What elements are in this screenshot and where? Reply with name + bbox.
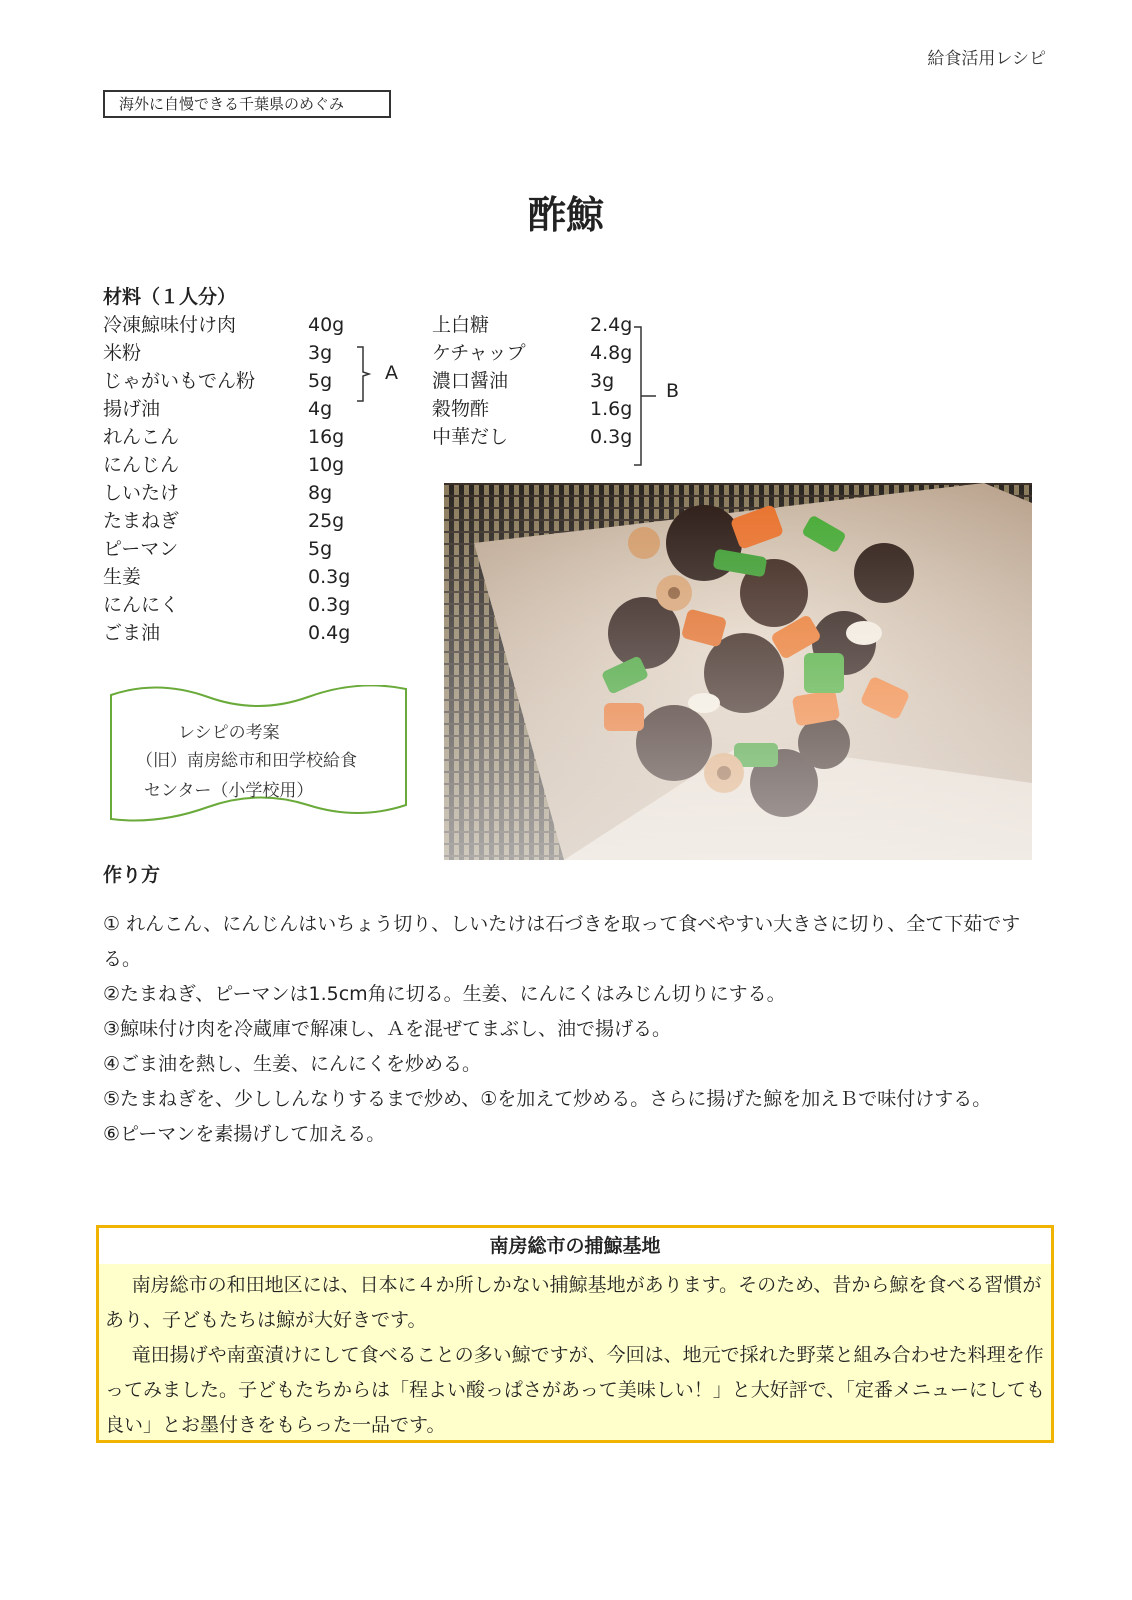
method-steps xyxy=(103,907,1043,1152)
group-b-bracket xyxy=(632,325,662,467)
info-paragraph: 南房総市の和田地区には、日本に４か所しかない捕鯨基地があります。そのため、昔から鯨を食べる習慣があり、子どもたちは鯨が大好きです。 xyxy=(105,1274,1042,1331)
document-category: 給食活用レシピ xyxy=(927,49,1046,69)
list-item: ③鯨味付け肉を冷蔵庫で解凍し、Ａを混ぜてまぶし、油で揚げる。 xyxy=(103,1018,672,1040)
info-paragraph: 竜田揚げや南蛮漬けにして食べることの多い鯨ですが、今回は、地元で採れた野菜と組み合わせた料理を作ってみました。子どもたちからは「程よい酸っぱさがあって美味しい！」と大好評で、「定番メニューにしても良い」とお墨付きをもらった一品です。 xyxy=(105,1344,1045,1436)
credit-line-1: レシピの考案 xyxy=(178,723,280,743)
list-item: ⑤たまねぎを、少ししんなりするまで炒め、①を加えて炒める。さらに揚げた鯨を加えＢで味付けする。 xyxy=(103,1088,992,1110)
info-box xyxy=(96,1225,1054,1443)
method-heading: 作り方 xyxy=(103,864,161,886)
list-item: ④ごま油を熱し、生姜、にんにくを炒める。 xyxy=(103,1053,482,1075)
ingredients-heading: 材料（１人分） xyxy=(103,286,237,308)
region-tag: 海外に自慢できる千葉県のめぐみ xyxy=(103,90,391,118)
credit-line-3: センター（小学校用） xyxy=(144,781,314,801)
page-title: 酢鯨 xyxy=(527,193,604,237)
list-item: ① れんこん、にんじんはいちょう切り、しいたけは石づきを取って食べやすい大きさに切り、全て下茹でする。 xyxy=(103,913,1021,970)
group-a-bracket xyxy=(355,345,375,403)
ingredient-list-left: 冷凍鯨味付け肉 40g 米粉 3g じゃがいもでん粉 5g 揚げ油 4g れんこん 16g にんじん 10g しいたけ 8g たまねぎ 25g ピーマン 5g 生姜 0.3g にんにく 0.3g ごま油 0.4g xyxy=(103,314,351,644)
group-a-label: A xyxy=(385,362,398,384)
food-photo-icon xyxy=(444,483,1032,860)
list-item: ②たまねぎ、ピーマンは1.5cm角に切る。生姜、にんにくはみじん切りにする。 xyxy=(103,983,786,1005)
list-item: ⑥ピーマンを素揚げして加える。 xyxy=(103,1123,386,1145)
ingredient-list-right: 上白糖 2.4g ケチャップ 4.8g 濃口醤油 3g 穀物酢 1.6g 中華だし 0.3g xyxy=(432,314,633,448)
info-title: 南房総市の捕鯨基地 xyxy=(99,1228,1051,1264)
group-b-label: B xyxy=(666,380,680,402)
credit-line-2: （旧）南房総市和田学校給食 xyxy=(136,751,357,771)
info-body xyxy=(105,1268,1045,1443)
